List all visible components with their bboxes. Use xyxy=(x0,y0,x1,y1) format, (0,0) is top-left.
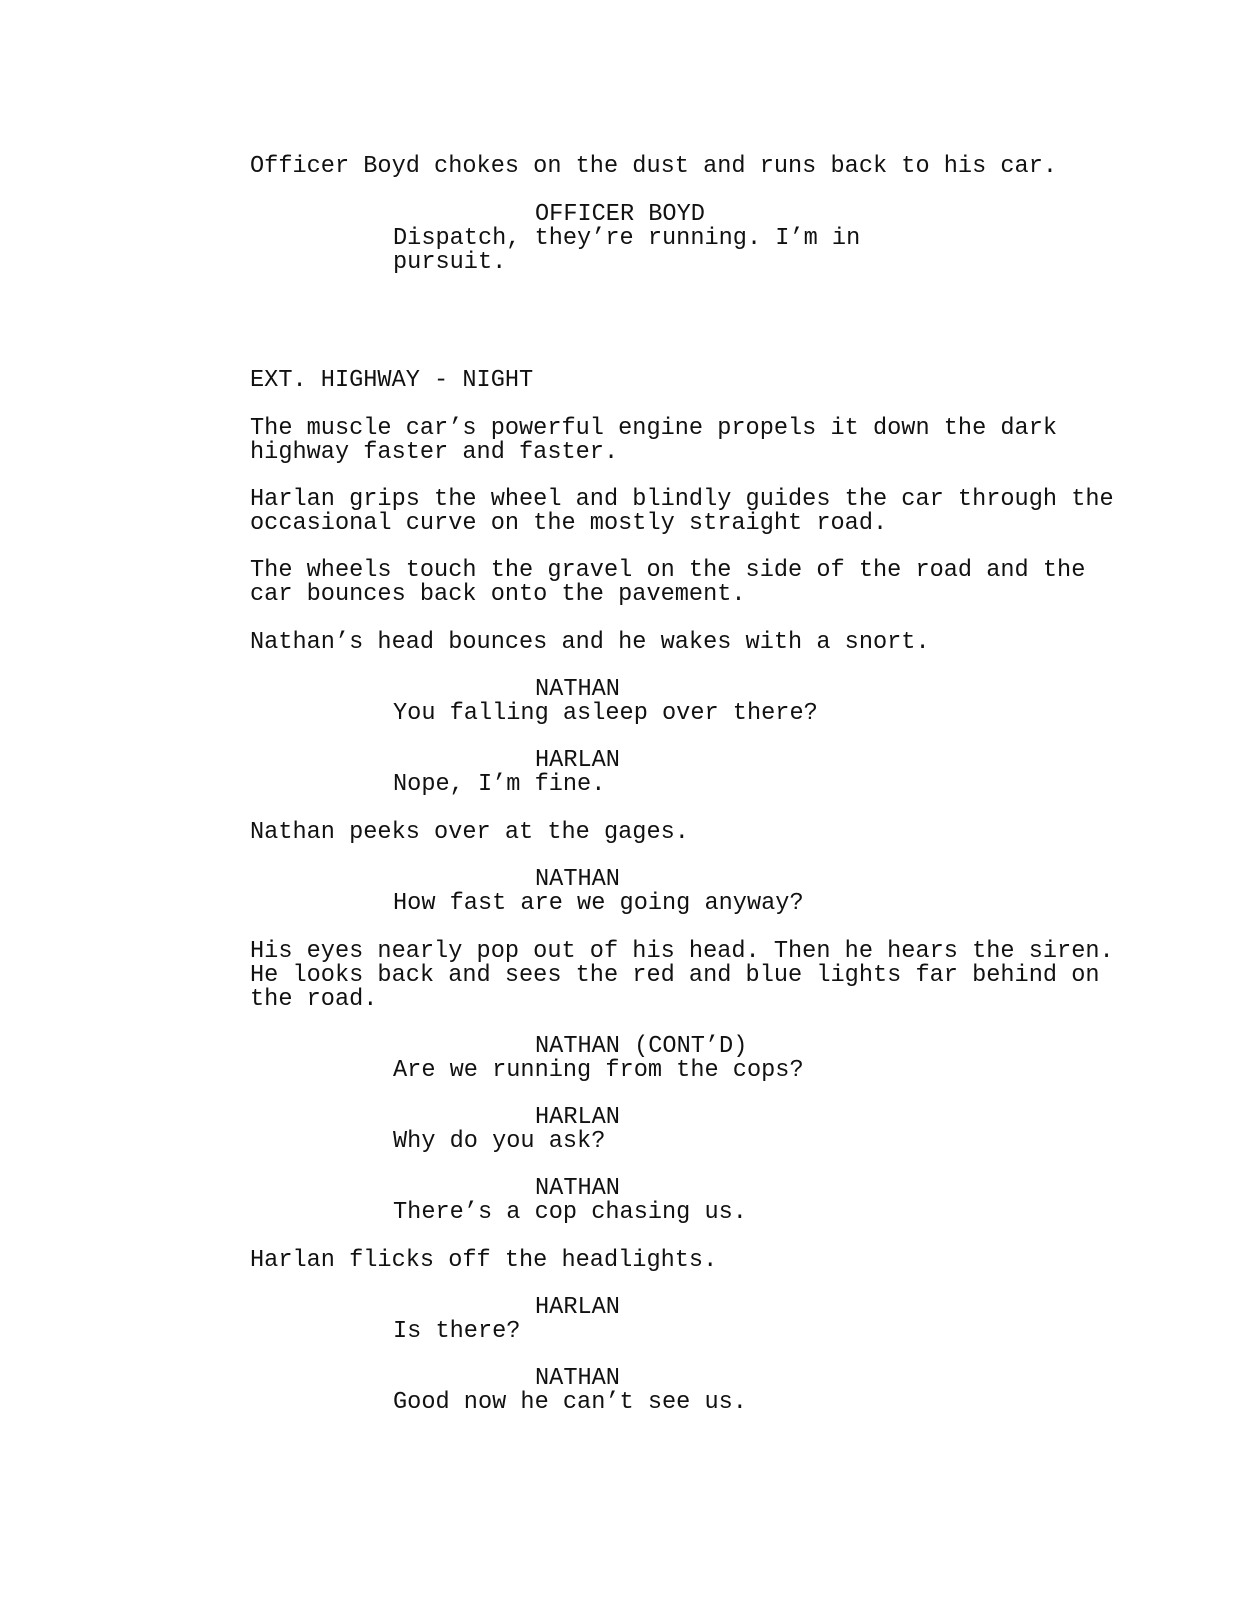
action-line: The muscle car’s powerful engine propels it down the dark xyxy=(250,415,1058,442)
action-line: car bounces back onto the pavement. xyxy=(250,581,746,608)
character-name: HARLAN xyxy=(535,747,620,774)
action-line: The wheels touch the gravel on the side of the road and the xyxy=(250,557,1086,584)
dialogue-line: Are we running from the cops? xyxy=(393,1057,804,1084)
action-line: His eyes nearly pop out of his head. Then he hears the siren. xyxy=(250,938,1114,965)
dialogue-line: pursuit. xyxy=(393,249,507,276)
action-line: the road. xyxy=(250,986,378,1013)
action-line: occasional curve on the mostly straight road. xyxy=(250,510,888,537)
dialogue-line: There’s a cop chasing us. xyxy=(393,1199,747,1226)
dialogue-line: Nope, I’m fine. xyxy=(393,771,606,798)
dialogue-line: Is there? xyxy=(393,1318,521,1345)
action-line: Nathan peeks over at the gages. xyxy=(250,819,689,846)
dialogue-line: Good now he can’t see us. xyxy=(393,1389,747,1416)
character-name: NATHAN xyxy=(535,1175,620,1202)
action-line: Officer Boyd chokes on the dust and runs back to his car. xyxy=(250,153,1058,180)
dialogue-line: How fast are we going anyway? xyxy=(393,890,804,917)
dialogue-line: Dispatch, they’re running. I’m in xyxy=(393,225,861,252)
action-line: Nathan’s head bounces and he wakes with a snort. xyxy=(250,629,930,656)
action-line: Harlan flicks off the headlights. xyxy=(250,1247,718,1274)
dialogue-line: You falling asleep over there? xyxy=(393,700,818,727)
action-line: highway faster and faster. xyxy=(250,439,619,466)
character-name: NATHAN (CONT’D) xyxy=(535,1033,748,1060)
action-line: Harlan grips the wheel and blindly guides the car through the xyxy=(250,486,1114,513)
character-name: NATHAN xyxy=(535,866,620,893)
character-name: NATHAN xyxy=(535,1365,620,1392)
character-name: NATHAN xyxy=(535,676,620,703)
scene-heading: EXT. HIGHWAY - NIGHT xyxy=(250,367,534,394)
character-name: HARLAN xyxy=(535,1104,620,1131)
dialogue-line: Why do you ask? xyxy=(393,1128,606,1155)
character-name: HARLAN xyxy=(535,1294,620,1321)
action-line: He looks back and sees the red and blue lights far behind on xyxy=(250,962,1100,989)
character-name: OFFICER BOYD xyxy=(535,201,705,228)
